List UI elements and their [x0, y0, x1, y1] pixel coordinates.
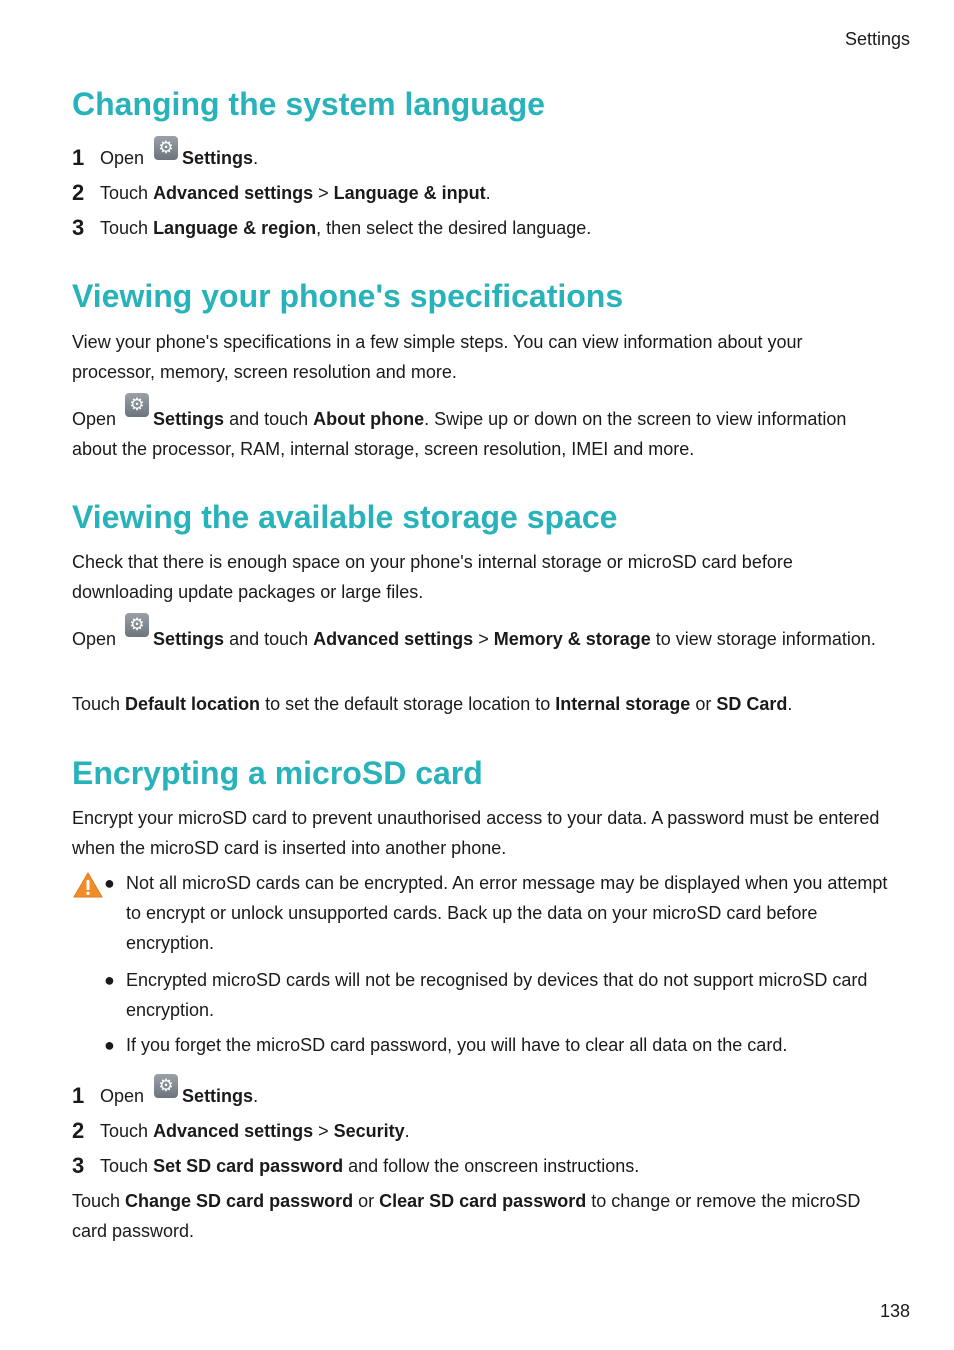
paragraph	[72, 623, 887, 654]
paragraph: Check that there is enough space on your phone's internal storage or microSD card before downloading update packages or large files.	[72, 552, 793, 602]
step-text: Touch	[100, 217, 149, 238]
gear-icon	[154, 136, 178, 160]
step-bold: Language & region	[153, 217, 317, 238]
step-number: 1	[72, 1083, 85, 1108]
warning-icon	[73, 872, 103, 898]
text: Open	[72, 409, 122, 429]
text: >	[473, 629, 494, 649]
step-1-open-settings	[72, 143, 258, 173]
bold-text: Default location	[125, 694, 261, 714]
bullet-dot: ●	[104, 970, 115, 990]
text: Open	[72, 629, 122, 649]
text: Touch	[72, 694, 126, 714]
text: .	[787, 694, 793, 714]
step-text: Open	[100, 1085, 145, 1106]
step-number: 2	[72, 1118, 85, 1143]
step-bold: Advanced settings	[153, 1120, 314, 1141]
step-text: >	[313, 1120, 334, 1141]
text: and touch	[224, 409, 314, 429]
text: to set the default storage location to	[260, 694, 556, 714]
text: to change or remove the microSD card password.	[72, 1191, 861, 1241]
text: . Swipe up or down on the screen to view information about the processor, RAM, internal storage, screen resolution, IMEI and more.	[72, 409, 847, 459]
text: to view storage information.	[650, 629, 876, 649]
paragraph	[72, 1186, 887, 1246]
heading-storage-space: Viewing the available storage space	[72, 499, 618, 535]
step-2	[72, 178, 491, 208]
step-number: 3	[72, 1153, 85, 1178]
bullet-text: Encrypted microSD cards will not be recognised by devices that do not support microSD card encryption.	[126, 970, 868, 1020]
step-text: >	[313, 182, 334, 203]
step-1-open-settings	[72, 1081, 258, 1111]
gear-icon	[125, 393, 149, 417]
step-text: .	[485, 182, 491, 203]
bullet-dot: ●	[104, 1035, 115, 1055]
heading-changing-language: Changing the system language	[72, 86, 545, 122]
step-text: .	[253, 147, 259, 168]
gear-icon	[154, 1074, 178, 1098]
heading-encrypting-sd: Encrypting a microSD card	[72, 755, 483, 791]
bold-text: About phone	[313, 409, 425, 429]
bold-text: SD Card	[716, 694, 788, 714]
step-text: Touch	[100, 182, 149, 203]
text: Touch	[72, 1191, 126, 1211]
step-text: Touch	[100, 1155, 149, 1176]
bold-text: Clear SD card password	[379, 1191, 587, 1211]
bold-text: Change SD card password	[125, 1191, 354, 1211]
bold-text: Internal storage	[555, 694, 691, 714]
step-text: .	[404, 1120, 410, 1141]
bullet-dot: ●	[104, 873, 115, 893]
note-bullet	[104, 868, 889, 958]
bold-text: Memory & storage	[493, 629, 651, 649]
note-bullet	[104, 1030, 889, 1060]
step-number: 1	[72, 145, 85, 170]
step-text: , then select the desired language.	[316, 217, 592, 238]
note-bullet	[104, 965, 889, 1025]
step-bold: Set SD card password	[153, 1155, 344, 1176]
step-text: .	[253, 1085, 259, 1106]
page-number: 138	[879, 1301, 910, 1321]
step-3	[72, 1151, 639, 1181]
bold-text: Settings	[153, 629, 225, 649]
text: and touch	[224, 629, 314, 649]
step-bold: Settings	[182, 1085, 254, 1106]
gear-icon	[125, 613, 149, 637]
running-header: Settings	[844, 29, 910, 49]
step-text: Open	[100, 147, 145, 168]
paragraph: Encrypt your microSD card to prevent unauthorised access to your data. A password must be entered when the microSD card is inserted into another phone.	[72, 808, 880, 858]
step-2	[72, 1116, 410, 1146]
paragraph	[72, 689, 887, 719]
step-bold: Settings	[182, 147, 254, 168]
step-bold: Security	[333, 1120, 405, 1141]
step-number: 2	[72, 180, 85, 205]
bold-text: Advanced settings	[313, 629, 474, 649]
heading-phone-specs: Viewing your phone's specifications	[72, 278, 624, 314]
text: or	[353, 1191, 380, 1211]
bullet-text: Not all microSD cards can be encrypted. An error message may be displayed when you attempt to encrypt or unlock unsupported cards. Back up the data on your microSD card before encryption.	[126, 873, 888, 953]
step-bold: Language & input	[333, 182, 486, 203]
bullet-text: If you forget the microSD card password, you will have to clear all data on the card.	[126, 1035, 788, 1055]
step-number: 3	[72, 215, 85, 240]
paragraph: View your phone's specifications in a few simple steps. You can view information about your processor, memory, screen resolution and more.	[72, 332, 803, 382]
step-3	[72, 213, 591, 243]
text: or	[690, 694, 717, 714]
step-text: Touch	[100, 1120, 149, 1141]
step-bold: Advanced settings	[153, 182, 314, 203]
bold-text: Settings	[153, 409, 225, 429]
paragraph	[72, 403, 887, 464]
step-text: and follow the onscreen instructions.	[343, 1155, 640, 1176]
